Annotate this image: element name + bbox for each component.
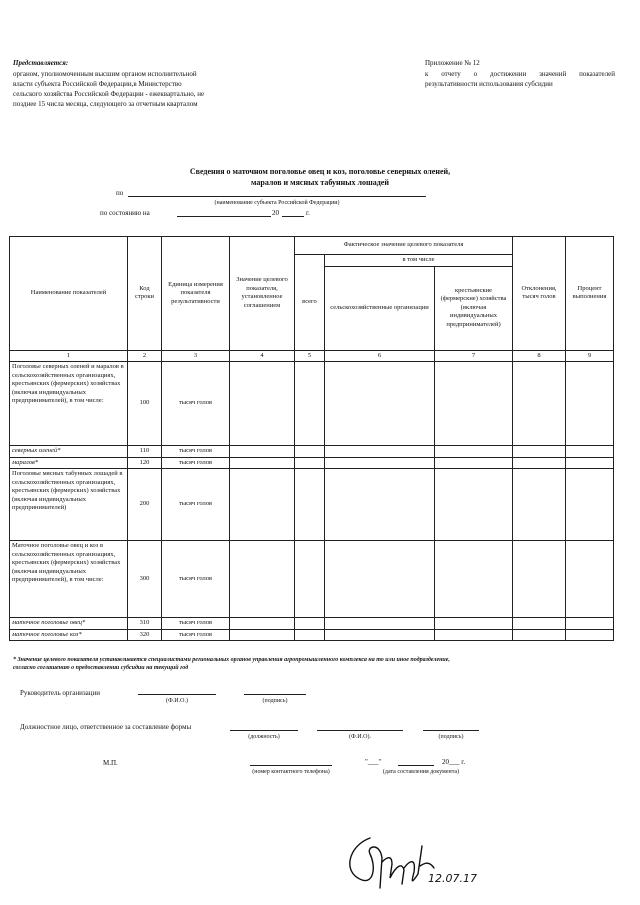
submission-line: органом, уполномоченным высшим органом исполнительной — [13, 70, 197, 78]
header-actual-group: Фактическое значение целевого показателя — [295, 237, 513, 255]
row-code: 200 — [128, 469, 162, 541]
row-unit: тысяч голов — [162, 469, 230, 541]
row-name: Маточное поголовье овец и коз в сельскохозяйственных организациях, крестьянских (фермерских) хозяйствах (включая индивидуальных предпринимателей), в том числе: — [10, 541, 128, 618]
row-code: 300 — [128, 541, 162, 618]
col-number: 4 — [230, 350, 295, 362]
col-number: 2 — [128, 350, 162, 362]
cell-farms[interactable] — [435, 469, 513, 541]
title-line-1: Сведения о маточном поголовье овец и коз, поголовье северных оленей, — [189, 167, 451, 176]
row-unit: тысяч голов — [162, 446, 230, 458]
title-line-2: маралов и мясных табунных лошадей — [251, 178, 389, 187]
cell-percent[interactable] — [566, 457, 614, 469]
row-unit: тысяч голов — [162, 457, 230, 469]
cell-percent[interactable] — [566, 446, 614, 458]
table-row — [10, 446, 614, 458]
header-target: Значение целевого показателя, установленное соглашением — [230, 237, 295, 351]
header-unit: Единица измерения показателя результативности — [162, 237, 230, 351]
col-number: 9 — [566, 350, 614, 362]
official-signature-caption: (подпись) — [438, 734, 464, 740]
cell-deviation[interactable] — [513, 618, 566, 630]
official-label: Должностное лицо, ответственное за составление формы — [20, 723, 192, 731]
cell-farms[interactable] — [435, 618, 513, 630]
footnote-line-2: согласно соглашению о предоставлении субсидии на текущий год — [13, 665, 189, 671]
submission-line: сельского хозяйства Российской Федерации - ежеквартально, не — [13, 90, 205, 98]
cell-deviation[interactable] — [513, 629, 566, 641]
col-number: 1 — [10, 350, 128, 362]
row-code: 110 — [128, 446, 162, 458]
header-total: всего — [295, 255, 325, 351]
row-unit: тысяч голов — [162, 362, 230, 446]
date-year-field[interactable] — [282, 216, 304, 217]
official-fio-caption: (Ф.И.О). — [349, 734, 371, 740]
date-day[interactable]: "___" — [365, 758, 382, 766]
table-row — [10, 541, 614, 618]
cell-deviation[interactable] — [513, 446, 566, 458]
annex-line: к отчету о достижении значений показателей — [425, 70, 615, 78]
date-field[interactable] — [177, 216, 271, 217]
head-signature-field[interactable] — [244, 694, 306, 695]
col-number: 5 — [295, 350, 325, 362]
row-unit: тысяч голов — [162, 629, 230, 641]
submission-line: позднее 15 числа месяца, следующего за отчетным кварталом — [13, 100, 198, 108]
col-number: 7 — [435, 350, 513, 362]
cell-agri[interactable] — [325, 618, 435, 630]
cell-total[interactable] — [295, 362, 325, 446]
cell-farms[interactable] — [435, 457, 513, 469]
cell-percent[interactable] — [566, 362, 614, 446]
cell-target[interactable] — [230, 618, 295, 630]
table-row — [10, 362, 614, 446]
table-row — [10, 457, 614, 469]
cell-percent[interactable] — [566, 629, 614, 641]
row-unit: тысяч голов — [162, 618, 230, 630]
cell-target[interactable] — [230, 469, 295, 541]
cell-agri[interactable] — [325, 541, 435, 618]
cell-agri[interactable] — [325, 469, 435, 541]
row-name: маточное поголовье овец* — [10, 618, 128, 630]
cell-total[interactable] — [295, 541, 325, 618]
date-year-prefix: 20 — [272, 209, 279, 217]
handwritten-signature — [340, 828, 490, 893]
table-row — [10, 618, 614, 630]
date-month-field[interactable] — [398, 765, 434, 766]
head-signature-caption: (подпись) — [262, 698, 288, 704]
annex-text — [425, 69, 615, 89]
header-including: в том числе — [325, 255, 513, 267]
official-fio-field[interactable] — [317, 730, 403, 731]
cell-deviation[interactable] — [513, 362, 566, 446]
cell-target[interactable] — [230, 541, 295, 618]
cell-deviation[interactable] — [513, 469, 566, 541]
cell-total[interactable] — [295, 469, 325, 541]
col-number: 8 — [513, 350, 566, 362]
header-agri-orgs: сельскохозяйственные организации — [325, 266, 435, 350]
head-fio-caption: (Ф.И.О.) — [166, 698, 188, 704]
date-year[interactable]: 20___ г. — [442, 758, 466, 766]
official-position-caption: (должность) — [248, 734, 280, 740]
cell-total[interactable] — [295, 629, 325, 641]
row-name: Поголовье мясных табунных лошадей в сельскохозяйственных организациях, крестьянских (фермерских) хозяйствах (включая индивидуальных предпринимателей) — [10, 469, 128, 541]
row-name: маточное поголовье коз* — [10, 629, 128, 641]
phone-caption: (номер контактного телефона) — [252, 769, 330, 775]
date-label: по состоянию на — [100, 209, 150, 217]
indicators-table — [9, 236, 614, 641]
row-unit: тысяч голов — [162, 541, 230, 618]
cell-total[interactable] — [295, 457, 325, 469]
head-label: Руководитель организации — [20, 689, 100, 697]
submission-line: власти субъекта Российской Федерации,в Министерство — [13, 80, 182, 88]
submission-title: Представляется: — [13, 59, 69, 67]
cell-target[interactable] — [230, 629, 295, 641]
header-deviation: Отклонения, тысяч голов — [513, 237, 566, 351]
cell-target[interactable] — [230, 457, 295, 469]
official-position-field[interactable] — [230, 730, 298, 731]
head-fio-field[interactable] — [138, 694, 216, 695]
subject-field[interactable] — [128, 196, 426, 197]
official-signature-field[interactable] — [423, 730, 479, 731]
cell-agri[interactable] — [325, 362, 435, 446]
cell-agri[interactable] — [325, 629, 435, 641]
col-number: 6 — [325, 350, 435, 362]
annex-number: Приложение № 12 — [425, 59, 480, 67]
subject-caption: (наименование субъекта Российской Федерации) — [214, 200, 340, 206]
header-code: Код строки — [128, 237, 162, 351]
table-row — [10, 469, 614, 541]
header-name: Наименование показателей — [10, 237, 128, 351]
date-suffix: г. — [306, 209, 310, 217]
table-row — [10, 629, 614, 641]
header-percent: Процент выполнения — [566, 237, 614, 351]
footnote — [13, 656, 618, 672]
col-number: 3 — [162, 350, 230, 362]
cell-percent[interactable] — [566, 469, 614, 541]
cell-target[interactable] — [230, 362, 295, 446]
row-code: 310 — [128, 618, 162, 630]
document-title — [0, 166, 640, 188]
row-name: маралов* — [10, 457, 128, 469]
cell-percent[interactable] — [566, 541, 614, 618]
cell-farms[interactable] — [435, 362, 513, 446]
stamp-place-label: М.П. — [103, 759, 118, 767]
cell-agri[interactable] — [325, 457, 435, 469]
handwritten-date: 12.07.17 — [428, 872, 477, 885]
cell-farms[interactable] — [435, 629, 513, 641]
cell-deviation[interactable] — [513, 457, 566, 469]
cell-farms[interactable] — [435, 541, 513, 618]
cell-agri[interactable] — [325, 446, 435, 458]
row-code: 100 — [128, 362, 162, 446]
date-caption: (дата составления документа) — [382, 769, 460, 775]
po-label: по — [116, 189, 124, 197]
row-name: Поголовье северных оленей и маралов в сельскохозяйственных организациях, крестьянских (фермерских) хозяйствах (включая индивидуальных предпринимателей), в том числе: — [10, 362, 128, 446]
row-code: 320 — [128, 629, 162, 641]
cell-total[interactable] — [295, 446, 325, 458]
cell-total[interactable] — [295, 618, 325, 630]
cell-target[interactable] — [230, 446, 295, 458]
cell-percent[interactable] — [566, 618, 614, 630]
cell-deviation[interactable] — [513, 541, 566, 618]
footnote-line-1: * Значение целевого показателя устанавливается специалистами региональных органов управления агропромышленного комплекса на то или иное подразделение, — [13, 657, 450, 663]
row-name: северных оленей* — [10, 446, 128, 458]
annex-line: результативности использования субсидии — [425, 80, 553, 88]
submission-text — [13, 69, 260, 109]
phone-field[interactable] — [250, 765, 332, 766]
cell-farms[interactable] — [435, 446, 513, 458]
header-farms: крестьянские (фермерские) хозяйства (включая индивидуальных предпринимателей) — [435, 266, 513, 350]
row-code: 120 — [128, 457, 162, 469]
